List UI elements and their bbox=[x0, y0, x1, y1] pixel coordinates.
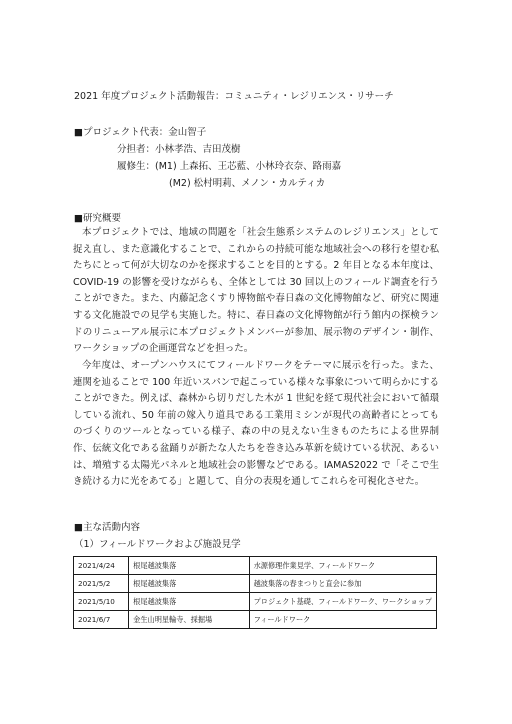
activities-heading: ■主な活動内容 bbox=[74, 522, 140, 533]
row-description: フィールドワーク bbox=[249, 611, 436, 629]
activities-table bbox=[73, 556, 437, 629]
students-m1: 履修生：(M1) 上森拓、王芯藍、小林玲衣奈、路雨嘉 bbox=[117, 161, 342, 172]
row-description: 水源修理作業見学、フィールドワーク bbox=[249, 557, 436, 575]
project-sharers: 分担者：小林孝浩、吉田茂樹 bbox=[117, 144, 241, 155]
activities-subheading: （1）フィールドワークおよび施設見学 bbox=[74, 539, 241, 550]
row-place: 根尾越波集落 bbox=[129, 575, 249, 593]
students-m2: (M2) 松村明莉、メノン・カルティカ bbox=[169, 178, 326, 189]
row-place: 根尾越波集落 bbox=[129, 557, 249, 575]
row-date: 2021/5/2 bbox=[74, 575, 129, 593]
row-place: 金生山明星輪寺、採掘場 bbox=[129, 611, 249, 629]
row-date: 2021/5/10 bbox=[74, 593, 129, 611]
research-paragraph-2: 今年度は、オープンハウスにてフィールドワークをテーマに展示を行った。また、連関を辿ることで 100 年近いスパンで起こっている様々な事象について明らかにすることができた。例えば、森林から切りだした木が 1 世紀を経て現代社会において循環している流れ、50 年前の嫁入り道具である工業用ミシンが現代の高齢者にとってものづくりのツールとなっている様子、森の中の見えない生きものたちによる世界制作、伝統文化である盆踊りが新たな人たちを巻き込み革新を続けている状況、あるいは、増殖する太陽光パネルと地域社会の影響などである。IAMAS2022 で「そこで生き続ける力に光をあてる」と題して、自分の表現を通してこれらを可視化させた。 bbox=[73, 360, 439, 488]
row-place: 根尾越波集落 bbox=[129, 593, 249, 611]
report-title: 2021 年度プロジェクト活動報告：コミュニティ・レジリエンス・リサーチ bbox=[74, 91, 394, 102]
research-heading: ■研究概要 bbox=[74, 213, 121, 224]
project-leader: ■プロジェクト代表：金山智子 bbox=[74, 127, 207, 138]
table-row bbox=[74, 575, 437, 593]
row-date: 2021/4/24 bbox=[74, 557, 129, 575]
table-row bbox=[74, 611, 437, 629]
table-row bbox=[74, 593, 437, 611]
row-description: 越波集落の春まつりと直会に参加 bbox=[249, 575, 436, 593]
research-paragraph-1: 本プロジェクトでは、地域の問題を「社会生態系システムのレジリエンス」として捉え直し、また意識化することで、これからの持続可能な地域社会への移行を望む私たちにとって何が大切なのかを探求することを目的とする。2 年目となる本年度は、COVID-19 の影響を受けながらも、全体としては 30 回以上のフィールド調査を行うことができた。また、内藤記念くすり博物館や春日森の文化博物館など、研究に関連する文化施設での見学も実施した。特に、春日森の文化博物館が行う館内の探検ランドのリニューアル展示に本プロジェクトメンバーが参加、展示物のデザイン・制作、ワークショップの企画運営などを担った。 bbox=[73, 227, 439, 355]
table-row bbox=[74, 557, 437, 575]
row-date: 2021/6/7 bbox=[74, 611, 129, 629]
row-description: プロジェクト基礎、フィールドワーク、ワークショップ bbox=[249, 593, 436, 611]
